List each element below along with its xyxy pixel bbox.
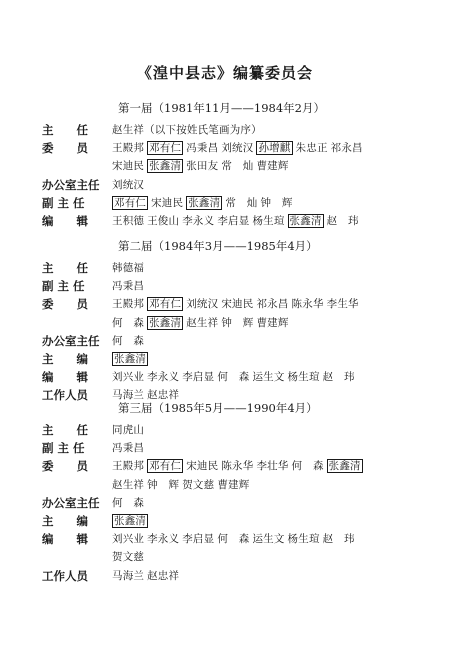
role-row bbox=[0, 260, 450, 278]
member-name: 王殿邦 bbox=[112, 460, 145, 473]
member-name: 赵忠祥 bbox=[147, 389, 180, 402]
boxed-member-name: 邓有仁 bbox=[114, 196, 147, 209]
member-name: 运生文 bbox=[252, 533, 285, 546]
member-name: 祁永昌 bbox=[256, 298, 289, 311]
member-name: 杨生瑄 bbox=[287, 371, 320, 384]
member-name: 王积德 bbox=[112, 215, 145, 227]
boxed-member-name: 孙增麒 bbox=[258, 142, 291, 155]
member-name: 何 森 bbox=[112, 334, 145, 347]
role-row bbox=[0, 140, 450, 158]
member-name: 韩德福 bbox=[112, 262, 145, 274]
member-name: 何 森 bbox=[291, 460, 324, 473]
member-names bbox=[112, 296, 426, 311]
member-names bbox=[112, 531, 426, 546]
role-label: 副 主 任 bbox=[42, 195, 85, 210]
term-heading: 第二届（1984年3月——1985年4月） bbox=[118, 239, 318, 253]
role-row bbox=[0, 531, 450, 549]
member-names bbox=[112, 213, 426, 228]
member-name: 钟 辉 bbox=[147, 478, 180, 491]
member-name: 杨生瑄 bbox=[252, 215, 285, 227]
member-name: 运生文 bbox=[252, 371, 285, 384]
member-names bbox=[112, 351, 426, 366]
boxed-member-name: 张鑫清 bbox=[289, 215, 322, 227]
role-row bbox=[0, 549, 450, 567]
member-name: 曹建辉 bbox=[217, 478, 250, 491]
boxed-member-name: 张鑫清 bbox=[328, 460, 361, 473]
boxed-member-name: 邓有仁 bbox=[149, 460, 182, 473]
member-names bbox=[112, 422, 426, 437]
role-label: 委 员 bbox=[42, 141, 88, 156]
member-name: 刘统汉 bbox=[112, 178, 145, 191]
role-row bbox=[0, 315, 450, 333]
member-name: 杨生瑄 bbox=[287, 533, 320, 546]
role-label: 办公室主任 bbox=[42, 333, 100, 348]
term-heading: 第三届（1985年5月——1990年4月） bbox=[118, 401, 318, 415]
role-label: 工作人员 bbox=[42, 388, 88, 403]
member-name: 祁永昌 bbox=[330, 142, 363, 155]
member-names bbox=[112, 495, 426, 510]
role-row bbox=[0, 495, 450, 513]
member-name: 何 森 bbox=[112, 316, 145, 329]
member-names bbox=[112, 122, 426, 137]
member-name: 马海兰 bbox=[112, 389, 145, 402]
member-names bbox=[112, 440, 426, 455]
boxed-member-name: 张鑫清 bbox=[188, 196, 221, 209]
role-label: 编 辑 bbox=[42, 370, 88, 385]
role-row bbox=[0, 122, 450, 140]
member-name: 宋迪民 bbox=[151, 196, 184, 209]
member-names bbox=[112, 477, 426, 492]
boxed-member-name: 邓有仁 bbox=[149, 298, 182, 311]
boxed-member-name: 张鑫清 bbox=[149, 316, 182, 329]
role-label: 办公室主任 bbox=[42, 495, 100, 510]
member-name: 王殿邦 bbox=[112, 298, 145, 311]
role-label: 副 主 任 bbox=[42, 441, 85, 456]
member-names bbox=[112, 315, 426, 330]
member-name: 何 森 bbox=[112, 496, 145, 509]
member-name: 陈永华 bbox=[291, 298, 324, 311]
member-name: 常 灿 bbox=[225, 196, 258, 209]
role-row bbox=[0, 177, 450, 195]
member-name: 赵 玮 bbox=[322, 371, 355, 384]
member-name: 赵生祥 bbox=[186, 316, 219, 329]
member-name: 曹建辉 bbox=[256, 160, 289, 173]
member-name: 宋迪民 bbox=[186, 460, 219, 473]
member-name: 李生华 bbox=[326, 298, 359, 311]
member-name: 王俊山 bbox=[147, 215, 180, 227]
member-name: 冯秉昌 bbox=[112, 280, 145, 293]
role-row bbox=[0, 568, 450, 586]
role-row bbox=[0, 333, 450, 351]
member-name: 赵 玮 bbox=[322, 533, 355, 546]
member-name: 冯秉昌 bbox=[112, 442, 145, 455]
member-names bbox=[112, 195, 426, 210]
boxed-member-name: 张鑫清 bbox=[149, 160, 182, 173]
role-label: 主 编 bbox=[42, 352, 88, 366]
member-names bbox=[112, 549, 426, 564]
role-row bbox=[0, 213, 450, 231]
member-name: 李永义 bbox=[182, 215, 215, 227]
member-name: 宋迪民 bbox=[221, 298, 254, 311]
member-name: 赵忠祥 bbox=[147, 569, 180, 582]
member-name: 赵 玮 bbox=[326, 215, 359, 227]
role-row bbox=[0, 440, 450, 458]
member-names bbox=[112, 177, 426, 192]
term-heading: 第一届（1981年11月——1984年2月） bbox=[118, 101, 325, 115]
role-label: 工作人员 bbox=[42, 568, 88, 583]
member-name: 贺文慈 bbox=[112, 551, 145, 564]
member-name: 钟 辉 bbox=[221, 316, 254, 329]
member-name: 刘统汉 bbox=[186, 298, 219, 311]
member-name: 冯秉昌 bbox=[186, 142, 219, 155]
member-name: 陈永华 bbox=[221, 460, 254, 473]
member-name: 李壮华 bbox=[256, 460, 289, 473]
role-label: 委 员 bbox=[42, 297, 88, 312]
role-label: 主 任 bbox=[42, 261, 88, 275]
member-names bbox=[112, 369, 426, 384]
role-row bbox=[0, 351, 450, 369]
role-label: 主 编 bbox=[42, 514, 88, 528]
role-label: 办公室主任 bbox=[42, 177, 100, 192]
role-label: 编 辑 bbox=[42, 214, 88, 228]
role-label: 副 主 任 bbox=[42, 279, 85, 294]
member-names bbox=[112, 513, 426, 528]
role-row bbox=[0, 477, 450, 495]
role-row bbox=[0, 422, 450, 440]
role-label: 委 员 bbox=[42, 459, 88, 474]
member-name: 李永义 bbox=[147, 371, 180, 384]
role-row bbox=[0, 369, 450, 387]
member-name: 曹建辉 bbox=[256, 316, 289, 329]
member-name: 刘兴业 bbox=[112, 533, 145, 546]
boxed-member-name: 张鑫清 bbox=[114, 353, 147, 365]
member-name: 常 灿 bbox=[221, 160, 254, 173]
member-name: 何 森 bbox=[217, 371, 250, 384]
member-name: 钟 辉 bbox=[260, 196, 293, 209]
page-title: 《湟中县志》编纂委员会 bbox=[136, 64, 313, 82]
member-names bbox=[112, 458, 426, 473]
member-name: 朱忠正 bbox=[295, 142, 328, 155]
member-name: 刘统汉 bbox=[221, 142, 254, 155]
role-row bbox=[0, 278, 450, 296]
member-names bbox=[112, 568, 426, 583]
member-name: 贺文慈 bbox=[182, 478, 215, 491]
role-row bbox=[0, 195, 450, 213]
role-row bbox=[0, 158, 450, 176]
member-name: 宋迪民 bbox=[112, 160, 145, 173]
role-label: 编 辑 bbox=[42, 532, 88, 547]
role-label: 主 任 bbox=[42, 423, 88, 437]
member-names bbox=[112, 333, 426, 348]
boxed-member-name: 张鑫清 bbox=[114, 515, 147, 527]
member-names bbox=[112, 158, 426, 173]
member-name: 李永义 bbox=[147, 533, 180, 546]
member-name: 张田友 bbox=[186, 160, 219, 173]
member-name: 赵生祥 bbox=[112, 478, 145, 491]
member-names bbox=[112, 140, 426, 155]
role-label: 主 任 bbox=[42, 123, 88, 137]
member-name: 李启显 bbox=[217, 215, 250, 227]
member-name: 同虎山 bbox=[112, 424, 145, 436]
member-name: 马海兰 bbox=[112, 569, 145, 582]
member-name: 李启显 bbox=[182, 533, 215, 546]
role-row bbox=[0, 513, 450, 531]
role-row bbox=[0, 458, 450, 476]
member-name: 何 森 bbox=[217, 533, 250, 546]
member-name: 李启显 bbox=[182, 371, 215, 384]
member-name: 刘兴业 bbox=[112, 371, 145, 384]
member-name: 王殿邦 bbox=[112, 142, 145, 155]
member-name: 赵生祥（以下按姓氏笔画为序） bbox=[112, 124, 262, 136]
boxed-member-name: 邓有仁 bbox=[149, 142, 182, 155]
member-names bbox=[112, 278, 426, 293]
member-names bbox=[112, 260, 426, 275]
role-row bbox=[0, 296, 450, 314]
